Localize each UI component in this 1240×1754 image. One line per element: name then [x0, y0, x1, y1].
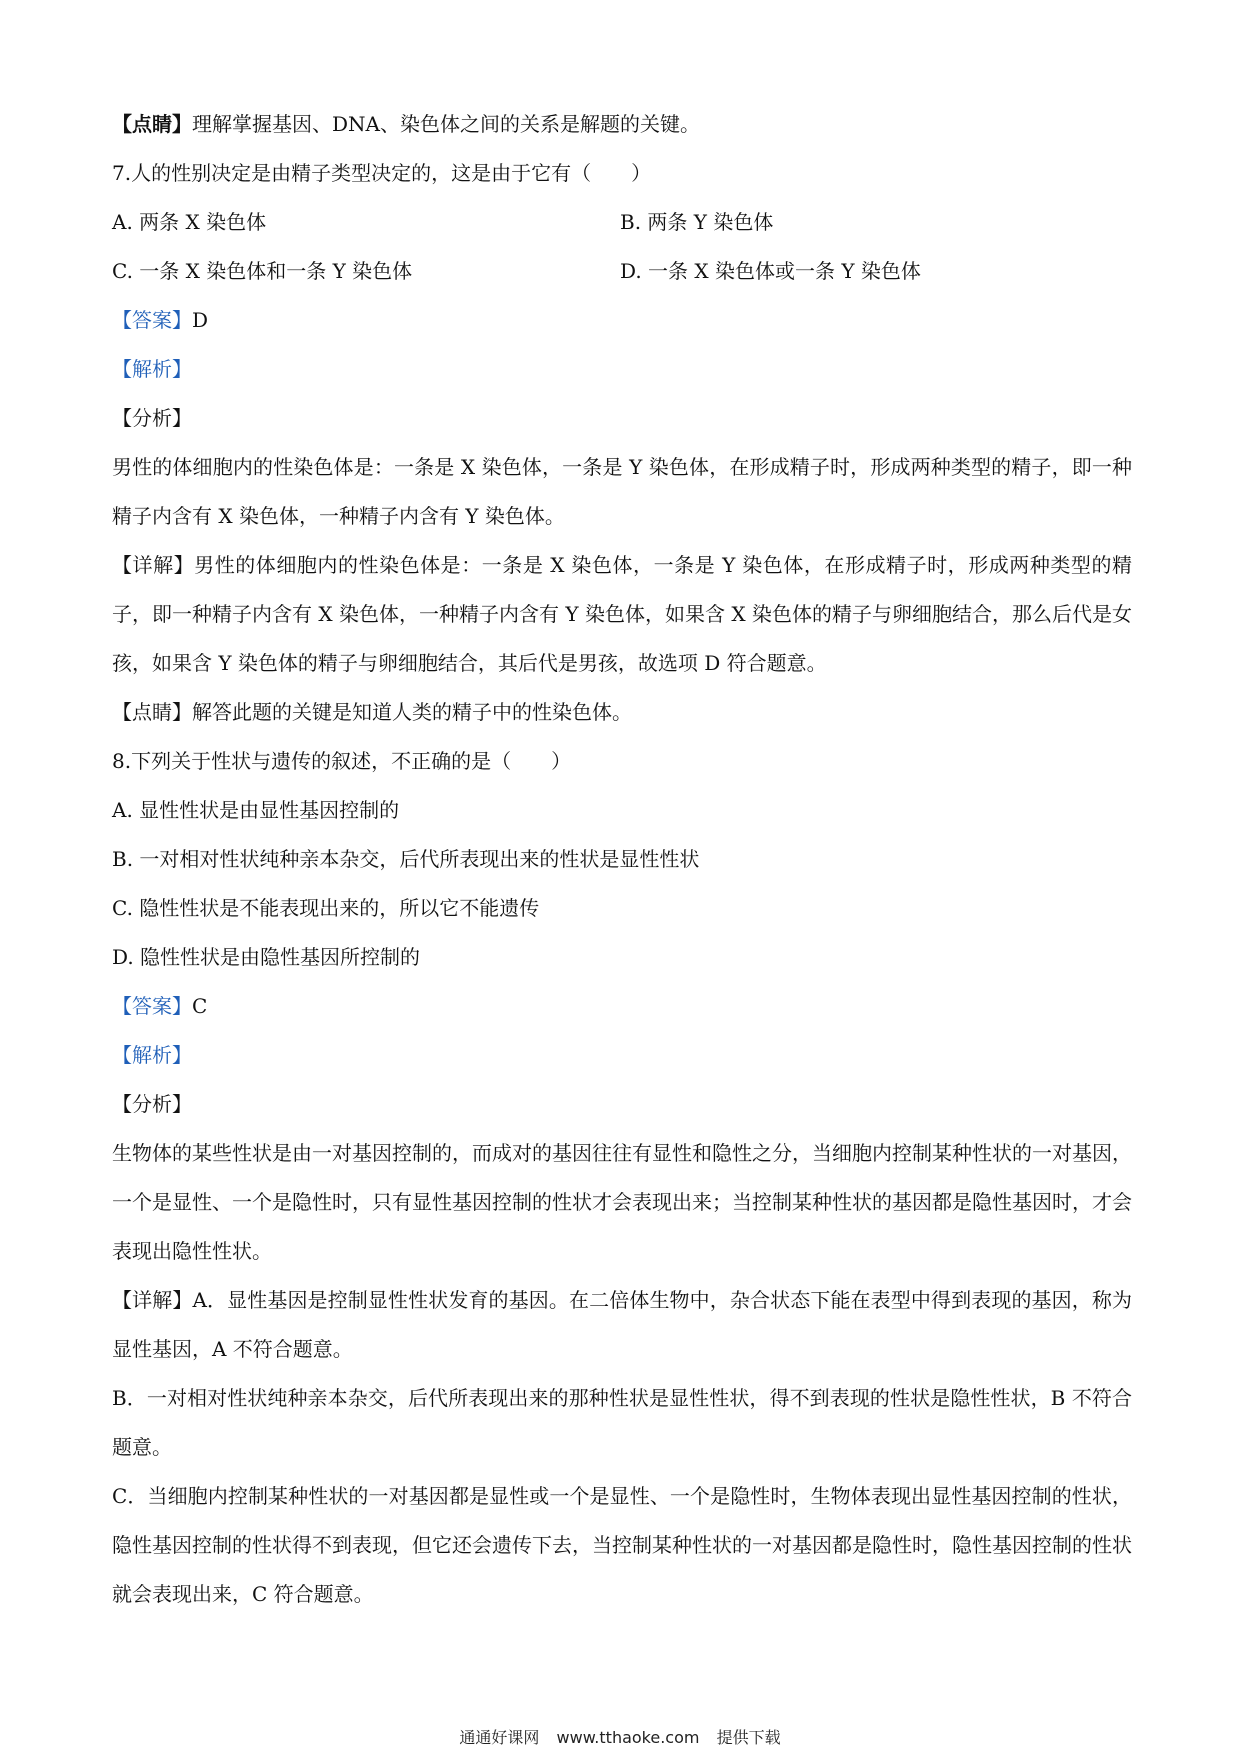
answer-value: C — [192, 994, 208, 1018]
question-7-option-c: C. 一条 X 染色体和一条 Y 染色体 — [112, 259, 413, 283]
question-7-options-row-1 — [112, 198, 1132, 247]
detail-label: 【详解】 — [112, 1288, 193, 1312]
question-7-option-b: B. 两条 Y 染色体 — [620, 210, 774, 234]
question-8-jiexi-label: 【解析】 — [112, 1043, 192, 1067]
answer-label: 【答案】 — [112, 994, 192, 1018]
previous-tip — [112, 100, 1132, 149]
question-8-analysis-label: 【分析】 — [112, 1092, 192, 1116]
question-8-stem: 8.下列关于性状与遗传的叙述，不正确的是（ ） — [112, 749, 572, 773]
answer-value: D — [192, 308, 209, 332]
question-8-detail-c: C．当细胞内控制某种性状的一对基因都是显性或一个是显性、一个是隐性时，生物体表现出显性基因控制的性状，隐性基因控制的性状得不到表现，但它还会遗传下去，当控制某种性状的一对基因都是隐性时，隐性基因控制的性状就会表现出来，C 符合题意。 — [112, 1484, 1132, 1606]
question-7-options-row-2 — [112, 247, 1132, 296]
tip-text: 解答此题的关键是知道人类的精子中的性染色体。 — [192, 700, 632, 724]
footer-url[interactable]: www.tthaoke.com — [556, 1728, 700, 1747]
question-8-answer — [112, 982, 1132, 1031]
page-footer — [0, 1725, 1240, 1748]
question-7-stem: 7.人的性别决定是由精子类型决定的，这是由于它有（ ） — [112, 161, 652, 185]
footer-action: 提供下载 — [716, 1728, 781, 1747]
tip-text: 理解掌握基因、DNA、染色体之间的关系是解题的关键。 — [192, 112, 700, 136]
detail-label: 【详解】 — [112, 553, 195, 577]
question-8-detail-a — [112, 1276, 1132, 1374]
question-8-option-a: A. 显性性状是由显性基因控制的 — [112, 798, 400, 822]
question-8-analysis: 生物体的某些性状是由一对基因控制的，而成对的基因往往有显性和隐性之分，当细胞内控制某种性状的一对基因，一个是显性、一个是隐性时，只有显性基因控制的性状才会表现出来；当控制某种性状的基因都是隐性基因时，才会表现出隐性性状。 — [112, 1141, 1132, 1263]
tip-label: 【点睛】 — [112, 112, 192, 136]
question-7-analysis: 男性的体细胞内的性染色体是：一条是 X 染色体，一条是 Y 染色体，在形成精子时，形成两种类型的精子，即一种精子内含有 X 染色体，一种精子内含有 Y 染色体。 — [112, 455, 1132, 528]
question-8-detail-b: B．一对相对性状纯种亲本杂交，后代所表现出来的那种性状是显性性状，得不到表现的性状是隐性性状，B 不符合题意。 — [112, 1386, 1132, 1459]
question-7-option-d: D. 一条 X 染色体或一条 Y 染色体 — [620, 259, 921, 283]
question-7-jiexi-label: 【解析】 — [112, 357, 192, 381]
detail-text: 男性的体细胞内的性染色体是：一条是 X 染色体，一条是 Y 染色体，在形成精子时，形成两种类型的精子，即一种精子内含有 X 染色体，一种精子内含有 Y 染色体，如果含 X 染色体的精子与卵细胞结合，那么后代是女孩，如果含 Y 染色体的精子与卵细胞结合，其后代是男孩，故选项 D 符合题意。 — [112, 553, 1132, 675]
question-7-detail — [112, 541, 1132, 688]
question-7-analysis-label: 【分析】 — [112, 406, 192, 430]
document-page — [112, 100, 1132, 1619]
question-7-option-a: A. 两条 X 染色体 — [112, 210, 267, 234]
detail-a-text: A．显性基因是控制显性性状发育的基因。在二倍体生物中，杂合状态下能在表型中得到表现的基因，称为显性基因，A 不符合题意。 — [112, 1288, 1132, 1361]
question-7-tip — [112, 688, 1132, 737]
question-8-option-d: D. 隐性性状是由隐性基因所控制的 — [112, 945, 421, 969]
question-8-option-c: C. 隐性性状是不能表现出来的，所以它不能遗传 — [112, 896, 540, 920]
tip-label: 【点睛】 — [112, 700, 192, 724]
answer-label: 【答案】 — [112, 308, 192, 332]
footer-site-name: 通通好课网 — [459, 1728, 540, 1747]
question-7-answer — [112, 296, 1132, 345]
question-8-option-b: B. 一对相对性状纯种亲本杂交，后代所表现出来的性状是显性性状 — [112, 847, 700, 871]
